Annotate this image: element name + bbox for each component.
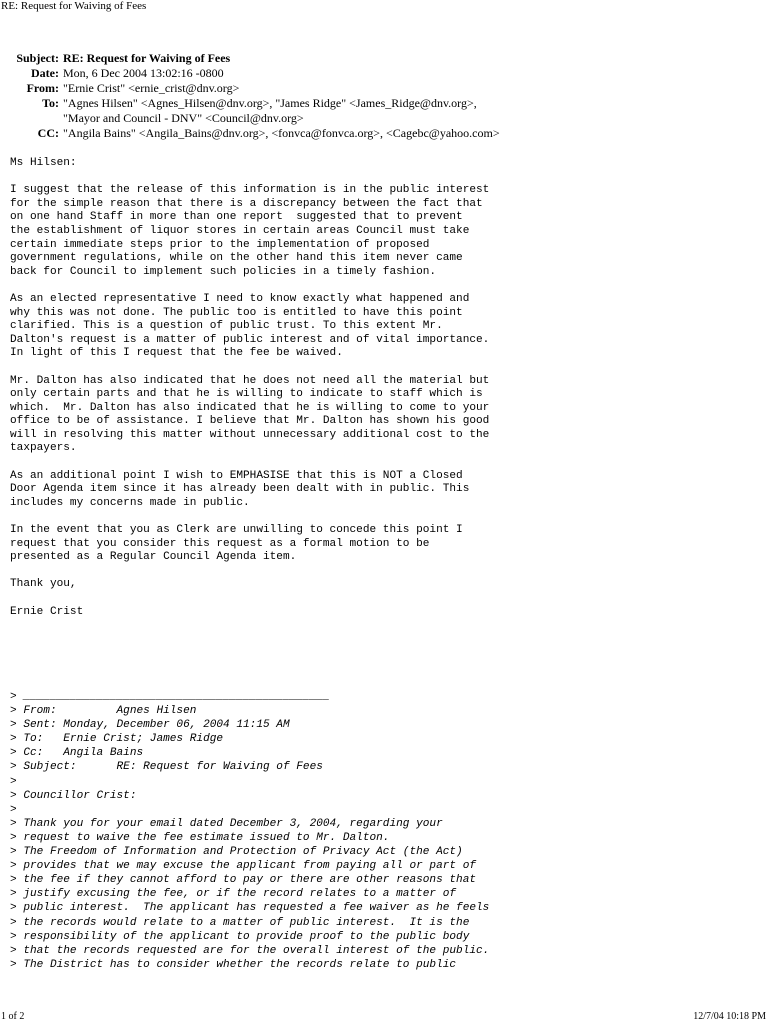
from-row bbox=[0, 81, 770, 96]
cc-label: CC: bbox=[37, 126, 59, 140]
from-value: "Ernie Crist" <ernie_crist@dnv.org> bbox=[63, 81, 240, 95]
subject-row bbox=[0, 51, 770, 66]
cc-row bbox=[0, 126, 770, 141]
to-value-line2: "Mayor and Council - DNV" <Council@dnv.org> bbox=[63, 111, 304, 125]
email-headers bbox=[0, 51, 770, 141]
page-number: 1 of 2 bbox=[1, 1011, 25, 1022]
date-label: Date: bbox=[31, 66, 59, 80]
cc-value: "Angila Bains" <Angila_Bains@dnv.org>, <fonvca@fonvca.org>, <Cagebc@yahoo.com> bbox=[63, 126, 500, 140]
print-timestamp: 12/7/04 10:18 PM bbox=[693, 1011, 766, 1022]
date-row bbox=[0, 66, 770, 81]
to-label: To: bbox=[42, 96, 59, 110]
to-row-continued bbox=[0, 111, 770, 126]
date-value: Mon, 6 Dec 2004 13:02:16 -0800 bbox=[63, 66, 224, 80]
subject-label: Subject: bbox=[16, 51, 59, 65]
to-row bbox=[0, 96, 770, 111]
page-header-title: RE: Request for Waiving of Fees bbox=[1, 0, 147, 12]
subject-value: RE: Request for Waiving of Fees bbox=[63, 51, 231, 65]
from-label: From: bbox=[26, 81, 59, 95]
to-value-line1: "Agnes Hilsen" <Agnes_Hilsen@dnv.org>, "James Ridge" <James_Ridge@dnv.org>, bbox=[63, 96, 477, 110]
message-body: Ms Hilsen: I suggest that the release of this information is in the public interest for the simple reason that there is a discrepancy between the fact that on one hand Staff in more than one report suggested that to prevent the establishment of liquor stores in certain areas Council must take certain immediate steps prior to the implementation of proposed government regulations, while on the other hand this item never came back for Council to implement such policies in a timely fashion. As an elected representative I need to know exactly what happened and why this was not done. The public too is entitled to have this point clarified. This is a question of public trust. To this extent Mr. Dalton's request is a matter of public interest and of vital importance. In light of this I request that the fee be waived. Mr. Dalton has also indicated that he does not need all the material but only certain parts and that he is willing to indicate to staff which is which. Mr. Dalton has also indicated that he is willing to come to your office to be of assistance. I believe that Mr. Dalton has shown his good will in resolving this matter without unnecessary additional cost to the taxpayers. As an additional point I wish to EMPHASISE that this is NOT a Closed Door Agenda item since it has already been dealt with in public. This includes my concerns made in public. In the event that you as Clerk are unwilling to concede this point I request that you consider this request as a formal motion to be presented as a Regular Council Agenda item. Thank you, Ernie Crist bbox=[10, 157, 490, 618]
quoted-reply: > ______________________________________________ > From: Agnes Hilsen > Sent: Monday, December 06, 2004 11:15 AM > To: Ernie Crist; James Ridge > Cc: Angila Bains > Subject: RE: Request for Waiving of Fees > > Councillor Crist: > > Thank you for your email dated December 3, 2004, regarding your > request to waive the fee estimate issued to Mr. Dalton. > The Freedom of Information and Protection of Privacy Act (the Act) > provides that we may excuse the applicant from paying all or part of > the fee if they cannot afford to pay or there are other reasons that > justify excusing the fee, or if the record relates to a matter of > public interest. The applicant has requested a fee waiver as he feels > the records would relate to a matter of public interest. It is the > responsibility of the applicant to provide proof to the public body > that the records requested are for the overall interest of the public. > The District has to consider whether the records relate to public bbox=[10, 691, 490, 971]
